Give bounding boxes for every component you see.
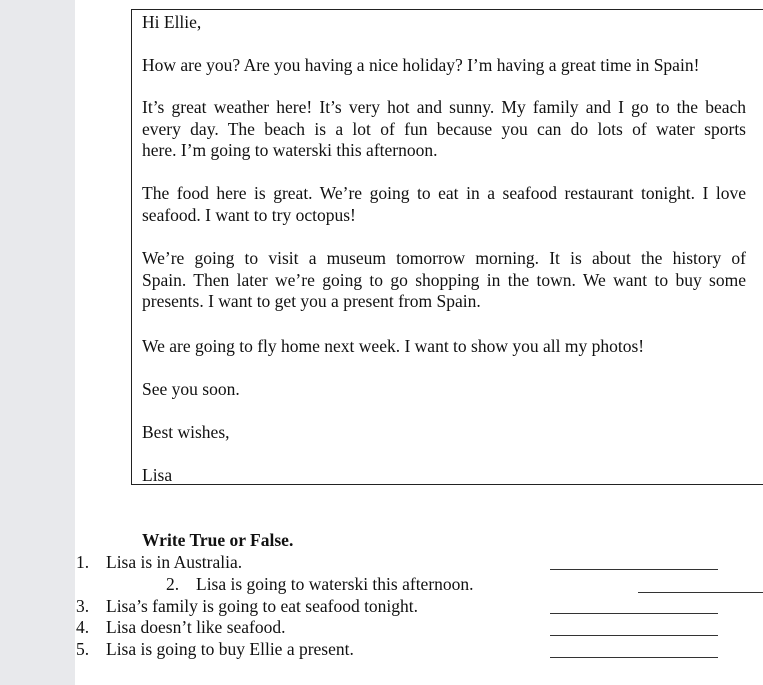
- question-2-text: Lisa is going to waterski this afternoon.: [196, 574, 474, 594]
- question-5-answer-blank[interactable]: [550, 657, 718, 658]
- question-3-answer-blank[interactable]: [550, 613, 718, 614]
- letter-paragraph-4-line-3: presents. I want to get you a present from Spain.: [142, 291, 481, 312]
- letter-paragraph-3-line-1: The food here is great. We’re going to eat in a seafood restaurant tonight. I love: [142, 183, 746, 203]
- question-3-text: Lisa’s family is going to eat seafood tonight.: [106, 596, 419, 616]
- question-2-number: 2.: [166, 574, 180, 594]
- question-5: [76, 638, 354, 660]
- letter-paragraph-1: How are you? Are you having a nice holiday? I’m having a great time in Spain!: [142, 55, 700, 75]
- question-5-number: 5.: [76, 639, 90, 659]
- question-4-number: 4.: [76, 617, 90, 637]
- letter-paragraph-2: [142, 97, 746, 162]
- letter-paragraph-2-line-2: every day. The beach is a lot of fun because you can do lots of water sports: [142, 118, 746, 139]
- question-5-text: Lisa is going to buy Ellie a present.: [106, 639, 354, 659]
- question-3: [76, 595, 418, 617]
- letter-paragraph-2-line-3: here. I’m going to waterski this afternoon.: [142, 140, 438, 161]
- question-2-answer-blank[interactable]: [638, 592, 763, 593]
- letter-paragraph-6: See you soon.: [142, 379, 240, 399]
- letter-greeting: Hi Ellie,: [142, 12, 202, 32]
- question-1-answer-blank[interactable]: [550, 569, 718, 570]
- question-1-number: 1.: [76, 552, 90, 572]
- page-left-margin: [0, 0, 75, 685]
- question-2: [166, 573, 474, 595]
- question-3-number: 3.: [76, 596, 90, 616]
- exercise-heading: Write True or False.: [142, 530, 294, 550]
- letter-signature: Lisa: [142, 465, 173, 485]
- letter-paragraph-3: [142, 183, 746, 226]
- question-4-answer-blank[interactable]: [550, 635, 718, 636]
- letter-paragraph-4-line-2: Spain. Then later we’re going to go shopping in the town. We want to buy some: [142, 269, 746, 290]
- question-1: [76, 551, 242, 573]
- question-4: [76, 616, 286, 638]
- letter-paragraph-3-line-2: seafood. I want to try octopus!: [142, 204, 356, 225]
- question-4-text: Lisa doesn’t like seafood.: [106, 617, 286, 637]
- letter-paragraph-4-line-1: We’re going to visit a museum tomorrow morning. It is about the history of: [142, 248, 746, 268]
- letter-closing: Best wishes,: [142, 422, 230, 442]
- letter-box: [131, 9, 763, 485]
- question-1-text: Lisa is in Australia.: [106, 552, 243, 572]
- letter-paragraph-2-line-1: It’s great weather here! It’s very hot and sunny. My family and I go to the beach: [142, 97, 746, 117]
- letter-paragraph-4: [142, 248, 746, 313]
- letter-paragraph-5: We are going to fly home next week. I want to show you all my photos!: [142, 336, 645, 356]
